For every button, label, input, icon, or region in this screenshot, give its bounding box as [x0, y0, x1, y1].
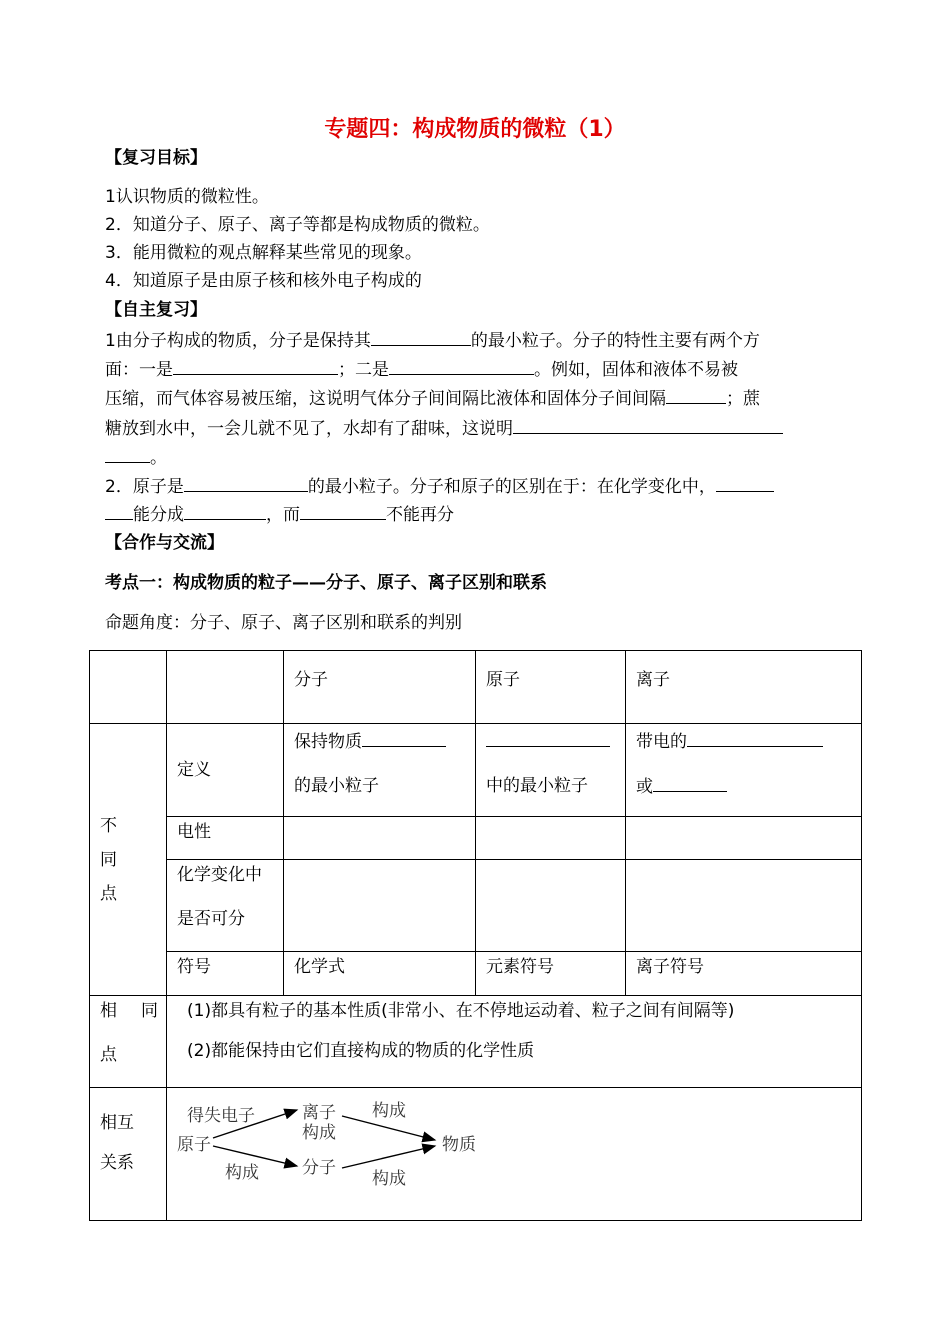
fill-blank[interactable] — [105, 503, 133, 520]
text: 。 — [150, 448, 167, 468]
section-heading-review-goals: 【复习目标】 — [105, 148, 207, 168]
goal-item: 2．知道分子、原子、离子等都是构成物质的微粒。 — [105, 215, 490, 235]
fill-blank[interactable] — [371, 329, 471, 346]
text: ；蔗 — [726, 389, 760, 409]
text: 是否可分 — [177, 909, 245, 929]
definition-label: 定义 — [167, 724, 284, 817]
section-heading-cooperation: 【合作与交流】 — [105, 533, 224, 553]
divisible-label — [167, 860, 284, 952]
table-row-relation — [90, 1088, 862, 1221]
definition-ion — [626, 724, 862, 817]
fill-blank[interactable] — [184, 503, 266, 520]
symbol-ion: 离子符号 — [626, 952, 862, 996]
relation-label — [90, 1088, 167, 1221]
empty-cell[interactable] — [626, 817, 862, 860]
text: 2．原子是 — [105, 477, 184, 497]
text: 带电的 — [636, 732, 687, 752]
label-form-upper: 构成 — [372, 1101, 406, 1121]
label-matter: 物质 — [442, 1135, 476, 1155]
table-row-same — [90, 996, 862, 1088]
text: 能分成 — [133, 505, 184, 525]
same-item: (2)都能保持由它们直接构成的物质的化学性质 — [187, 1041, 535, 1061]
text: 或 — [636, 777, 653, 797]
empty-cell[interactable] — [626, 860, 862, 952]
same-item: (1)都具有粒子的基本性质(非常小、在不停地运动着、粒子之间有间隔等) — [187, 1001, 735, 1021]
label-atom: 原子 — [177, 1135, 211, 1155]
fill-blank[interactable] — [486, 730, 610, 747]
empty-cell — [90, 651, 167, 724]
text: 的最小粒子。分子和原子的区别在于：在化学变化中， — [307, 477, 716, 497]
empty-cell[interactable] — [284, 817, 476, 860]
text: 中的最小粒子 — [486, 776, 588, 796]
fill-blank[interactable] — [173, 358, 338, 375]
text: 相 — [100, 1001, 117, 1021]
label-ion: 离子 — [302, 1103, 336, 1123]
fill-blank[interactable] — [666, 387, 726, 404]
fill-blank[interactable] — [184, 475, 308, 492]
same-content — [167, 996, 862, 1088]
goal-item: 4．知道原子是由原子核和核外电子构成的 — [105, 271, 422, 291]
relation-diagram — [167, 1088, 861, 1220]
definition-atom — [476, 724, 626, 817]
definition-molecule — [284, 724, 476, 817]
kaodian-heading: 考点一：构成物质的粒子——分子、原子、离子区别和联系 — [105, 573, 547, 593]
goal-item: 1认识物质的微粒性。 — [105, 187, 269, 207]
text: 。例如，固体和液体不易被 — [534, 360, 738, 380]
symbol-molecule: 化学式 — [284, 952, 476, 996]
label-form-lower: 构成 — [225, 1163, 259, 1183]
text: 化学变化中 — [177, 865, 262, 885]
symbol-atom: 元素符号 — [476, 952, 626, 996]
same-label — [90, 996, 167, 1088]
table-row-charge — [90, 817, 862, 860]
review-paragraph-1-line-5 — [105, 446, 167, 469]
table-header-row — [90, 651, 862, 724]
empty-cell — [167, 651, 284, 724]
fill-blank[interactable] — [389, 358, 534, 375]
text: 不能再分 — [386, 505, 454, 525]
table-row-divisible — [90, 860, 862, 952]
header-atom: 原子 — [476, 651, 626, 724]
fill-blank[interactable] — [687, 730, 823, 747]
text: 相互 — [100, 1113, 134, 1133]
difference-label — [90, 724, 167, 996]
diff-char: 同 — [100, 849, 117, 870]
page-title: 专题四：构成物质的微粒（1） — [324, 117, 626, 142]
label-molecule: 分子 — [302, 1158, 336, 1178]
text: 面：一是 — [105, 360, 173, 380]
text: 关系 — [100, 1153, 134, 1173]
text: ，而 — [266, 505, 300, 525]
empty-cell[interactable] — [476, 860, 626, 952]
empty-cell[interactable] — [476, 817, 626, 860]
review-paragraph-2-line-1 — [105, 475, 774, 498]
label-form-molecule: 构成 — [372, 1169, 406, 1189]
review-paragraph-1-line-3 — [105, 387, 760, 410]
review-paragraph-2-line-2 — [105, 503, 454, 526]
fill-blank[interactable] — [105, 446, 150, 463]
review-paragraph-1-line-2 — [105, 358, 738, 381]
diff-char: 不 — [100, 815, 117, 836]
text: 同 — [141, 1001, 158, 1021]
fill-blank[interactable] — [716, 475, 774, 492]
text: ；二是 — [338, 360, 389, 380]
relation-diagram-cell — [167, 1088, 862, 1221]
review-paragraph-1-line-4 — [105, 417, 783, 440]
header-ion: 离子 — [626, 651, 862, 724]
fill-blank[interactable] — [300, 503, 386, 520]
text: 压缩，而气体容易被压缩，这说明气体分子间间隔比液体和固体分子间间隔 — [105, 389, 666, 409]
header-molecule: 分子 — [284, 651, 476, 724]
text: 的最小粒子 — [294, 776, 379, 796]
review-paragraph-1-line-1 — [105, 329, 760, 352]
text: 1由分子构成的物质，分子是保持其 — [105, 331, 371, 351]
question-angle: 命题角度：分子、原子、离子区别和联系的判别 — [105, 613, 462, 633]
diff-char: 点 — [100, 883, 117, 904]
table-row-symbol — [90, 952, 862, 996]
empty-cell[interactable] — [284, 860, 476, 952]
label-gain-lose-electrons: 得失电子 — [187, 1106, 255, 1126]
label-form-ion: 构成 — [302, 1123, 336, 1143]
table-row-definition — [90, 724, 862, 817]
goal-item: 3．能用微粒的观点解释某些常见的现象。 — [105, 243, 422, 263]
fill-blank[interactable] — [653, 775, 727, 792]
fill-blank[interactable] — [362, 730, 446, 747]
charge-label: 电性 — [167, 817, 284, 860]
text: 保持物质 — [294, 732, 362, 752]
text: 的最小粒子。分子的特性主要有两个方 — [470, 331, 760, 351]
text: 糖放到水中，一会儿就不见了，水却有了甜味，这说明 — [105, 419, 513, 439]
symbol-label: 符号 — [167, 952, 284, 996]
comparison-table — [89, 650, 862, 1221]
section-heading-self-review: 【自主复习】 — [105, 300, 207, 320]
text: 点 — [100, 1045, 117, 1065]
fill-blank[interactable] — [513, 417, 783, 434]
arrow-molecule-to-matter — [342, 1146, 435, 1168]
